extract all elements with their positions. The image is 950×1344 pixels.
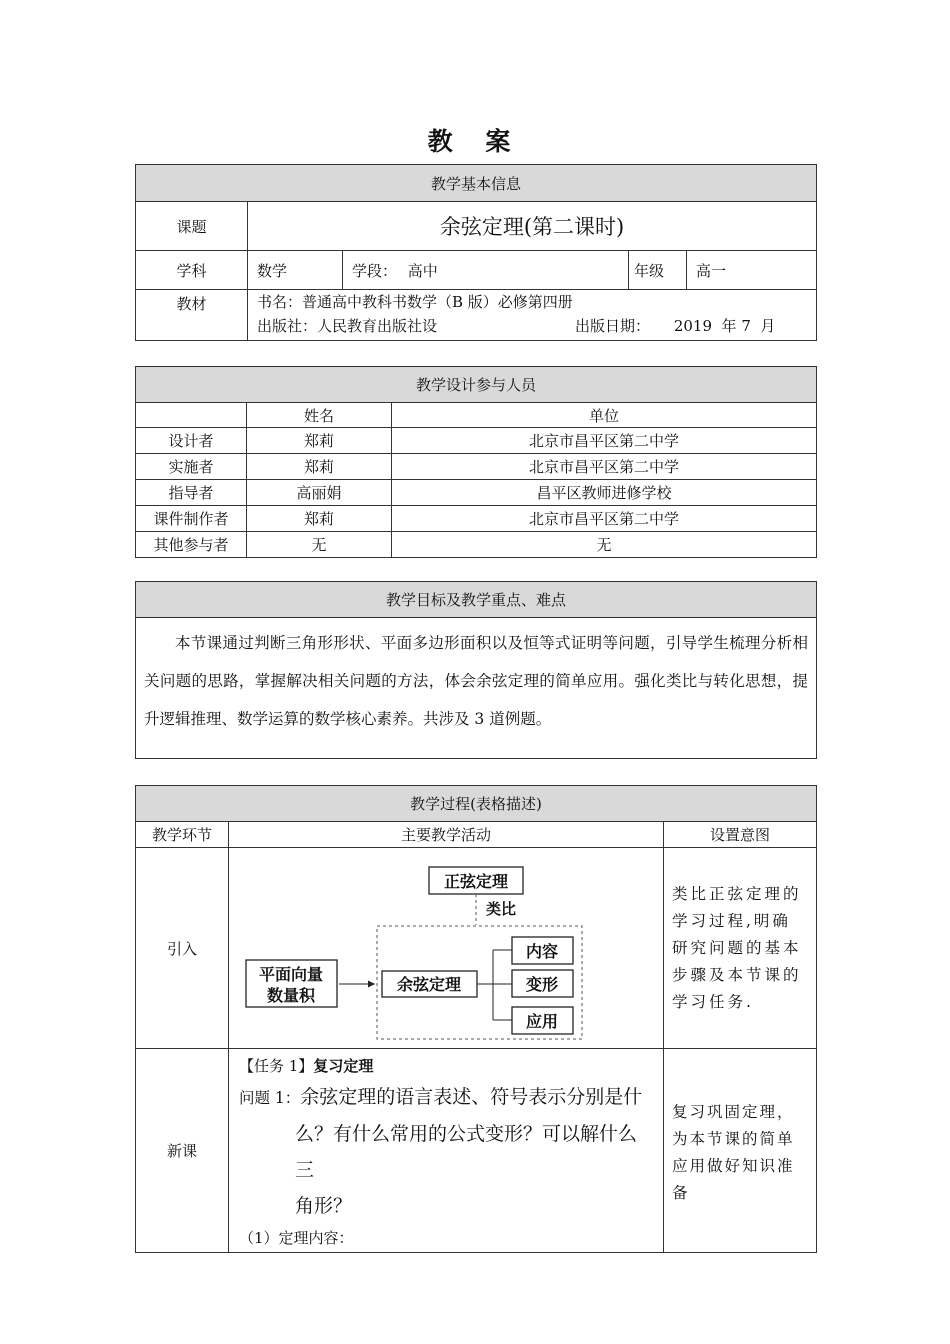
participant-name: 郑莉 xyxy=(247,428,392,454)
participant-role: 设计者 xyxy=(136,428,247,454)
grade-label: 年级 xyxy=(629,251,687,290)
participant-unit: 无 xyxy=(392,532,817,558)
topic-value: 余弦定理(第二课时) xyxy=(248,202,817,251)
analogy-label: 类比 xyxy=(486,900,517,918)
question-lead: 问题 1： xyxy=(239,1089,301,1107)
question-line-2: 么？有什么常用的公式变形？可以解什么三 xyxy=(295,1123,638,1181)
stage-cell xyxy=(343,251,629,290)
publish-date: 出版日期： 2019 年 7 月 xyxy=(575,317,776,335)
participant-name: 高丽娟 xyxy=(247,480,392,506)
participants-header: 教学设计参与人员 xyxy=(136,367,817,403)
arrow-head-icon xyxy=(368,981,375,988)
table-row xyxy=(136,532,817,558)
concept-diagram-cell xyxy=(229,848,664,1049)
publisher: 出版社：人民教育出版社设 xyxy=(257,317,438,335)
vector-box-line1: 平面向量 xyxy=(258,965,324,984)
participant-unit: 昌平区教师进修学校 xyxy=(392,480,817,506)
participant-name: 郑莉 xyxy=(247,454,392,480)
activity-column-header: 主要教学活动 xyxy=(229,822,664,848)
participant-unit: 北京市昌平区第二中学 xyxy=(392,428,817,454)
table-row xyxy=(136,506,817,532)
question-line-1: 余弦定理的语言表述、符号表示分别是什 xyxy=(300,1086,643,1108)
new-lesson-intent: 复习巩固定理，为本节课的简单应用做好知识准备 xyxy=(664,1049,817,1253)
topic-label: 课题 xyxy=(136,202,248,251)
textbook-label: 教材 xyxy=(136,290,248,341)
subject-label: 学科 xyxy=(136,251,248,290)
table-row xyxy=(136,454,817,480)
concept-diagram xyxy=(229,848,664,1048)
participants-table xyxy=(135,366,817,558)
subject-value: 数学 xyxy=(248,251,343,290)
intent-column-header: 设置意图 xyxy=(664,822,817,848)
objectives-header: 教学目标及教学重点、难点 xyxy=(136,582,817,618)
basic-info-table xyxy=(135,164,817,341)
sine-theorem-label: 正弦定理 xyxy=(443,872,509,891)
task-title: 复习定理 xyxy=(313,1057,374,1075)
task-prefix: 【任务 1】 xyxy=(239,1057,314,1075)
application-label: 应用 xyxy=(525,1012,559,1031)
table-row xyxy=(136,480,817,506)
objectives-table xyxy=(135,581,817,759)
grade-value: 高一 xyxy=(687,251,817,290)
table-row xyxy=(136,428,817,454)
process-header: 教学过程(表格描述) xyxy=(136,786,817,822)
new-lesson-activity xyxy=(229,1049,664,1253)
basic-info-header: 教学基本信息 xyxy=(136,165,817,202)
stage-value: 高中 xyxy=(407,261,438,280)
unit-column-header: 单位 xyxy=(392,403,817,428)
stage-label: 学段： xyxy=(352,261,398,280)
textbook-info xyxy=(248,290,817,341)
question-line-3: 角形？ xyxy=(295,1195,353,1217)
page-title: 教 案 xyxy=(427,127,523,156)
theorem-content-label: （1）定理内容： xyxy=(239,1229,354,1247)
participant-name: 无 xyxy=(247,532,392,558)
participant-role: 指导者 xyxy=(136,480,247,506)
participant-role: 其他参与者 xyxy=(136,532,247,558)
publisher-row xyxy=(257,314,810,338)
intro-intent: 类比正弦定理的学习过程,明确研究问题的基本步骤及本节课的学习任务. xyxy=(664,848,817,1049)
content-label: 内容 xyxy=(525,942,559,961)
participant-role: 实施者 xyxy=(136,454,247,480)
variation-label: 变形 xyxy=(525,975,559,994)
objectives-text: 本节课通过判断三角形形状、平面多边形面积以及恒等式证明等问题，引导学生梳理分析相关问题的思路，掌握解决相关问题的方法，体会余弦定理的简单应用。强化类比与转化思想，提升逻辑推理、数学运算的数学核心素养。共涉及 3 道例题。 xyxy=(136,618,817,759)
book-name: 书名：普通高中教科书数学（B 版）必修第四册 xyxy=(257,293,573,311)
intro-stage: 引入 xyxy=(136,848,229,1049)
name-column-header: 姓名 xyxy=(247,403,392,428)
cosine-theorem-label: 余弦定理 xyxy=(396,975,462,994)
task-heading xyxy=(239,1053,653,1079)
new-lesson-stage: 新课 xyxy=(136,1049,229,1253)
role-column-header xyxy=(136,403,247,428)
stage-column-header: 教学环节 xyxy=(136,822,229,848)
participant-unit: 北京市昌平区第二中学 xyxy=(392,454,817,480)
participant-unit: 北京市昌平区第二中学 xyxy=(392,506,817,532)
vector-box-line2: 数量积 xyxy=(266,986,316,1005)
process-table xyxy=(135,785,817,1253)
participant-name: 郑莉 xyxy=(247,506,392,532)
question-1 xyxy=(239,1079,653,1224)
participant-role: 课件制作者 xyxy=(136,506,247,532)
